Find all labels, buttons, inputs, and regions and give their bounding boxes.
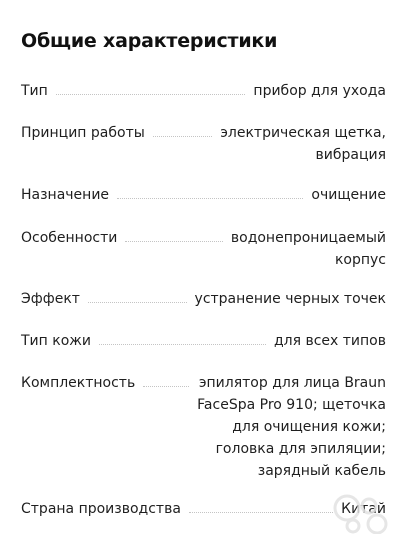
spec-value-line: FaceSpa Pro 910; щеточка	[197, 397, 386, 413]
spec-value-line: очищение	[311, 187, 386, 203]
dotted-leader	[143, 386, 189, 387]
spec-value	[197, 372, 386, 482]
spec-value-line: для очищения кожи;	[232, 419, 386, 435]
spec-row-country	[21, 498, 386, 520]
spec-value-line: Китай	[341, 501, 386, 517]
spec-value	[253, 80, 386, 102]
spec-label: Тип кожи	[21, 333, 91, 349]
spec-value-line: вибрация	[315, 147, 386, 163]
dotted-leader	[99, 344, 266, 345]
spec-label: Тип	[21, 83, 48, 99]
spec-row-contents	[21, 372, 386, 482]
spec-value-line: корпус	[334, 252, 386, 268]
dotted-leader	[189, 512, 333, 513]
spec-label: Комплектность	[21, 375, 136, 391]
spec-value	[220, 122, 386, 166]
avito-logo-icon	[333, 494, 389, 534]
spec-value	[311, 184, 386, 206]
dotted-leader	[88, 302, 187, 303]
spec-value-line: зарядный кабель	[257, 463, 386, 479]
spec-value-line: устранение черных точек	[194, 291, 386, 307]
spec-value-line: головка для эпиляции;	[215, 441, 386, 457]
spec-label: Принцип работы	[21, 125, 145, 141]
spec-value-line: прибор для ухода	[253, 83, 386, 99]
spec-value-line: для всех типов	[273, 333, 386, 349]
dotted-leader	[56, 94, 246, 95]
spec-value	[274, 330, 386, 352]
dotted-leader	[117, 198, 303, 199]
spec-value-line: эпилятор для лица Braun	[198, 375, 386, 391]
spec-label: Страна производства	[21, 501, 181, 517]
section-title: Общие характеристики	[21, 30, 278, 52]
spec-value	[195, 288, 386, 310]
spec-label: Эффект	[21, 291, 80, 307]
spec-row-type	[21, 80, 386, 102]
spec-row-purpose	[21, 184, 386, 206]
dotted-leader	[125, 241, 223, 242]
spec-row-skin-type	[21, 330, 386, 352]
spec-value	[231, 227, 386, 271]
dotted-leader	[153, 136, 212, 137]
spec-row-principle	[21, 122, 386, 166]
spec-row-features	[21, 227, 386, 271]
spec-row-effect	[21, 288, 386, 310]
spec-label: Особенности	[21, 230, 118, 246]
spec-label: Назначение	[21, 187, 110, 203]
spec-value-line: водонепроницаемый	[230, 230, 386, 246]
spec-value-line: электрическая щетка,	[220, 125, 386, 141]
